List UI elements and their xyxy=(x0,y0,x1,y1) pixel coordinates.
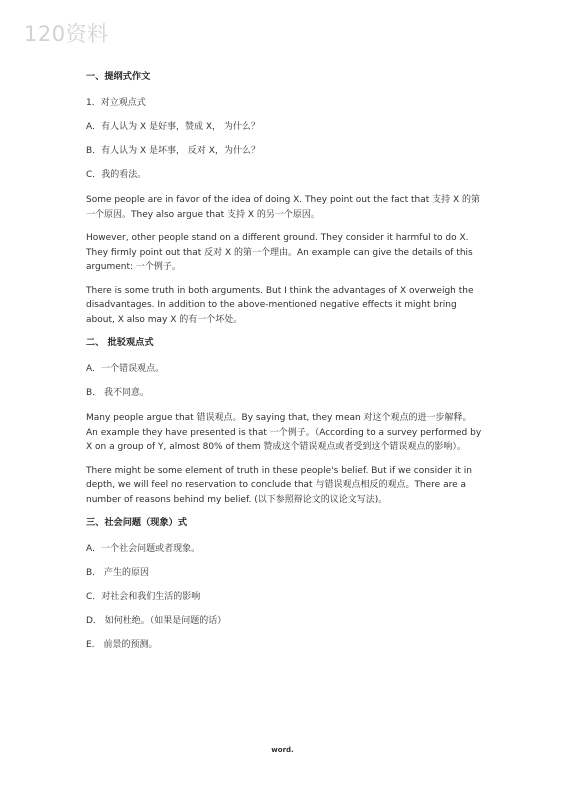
list-item: A．一个错误观点。 xyxy=(86,364,165,374)
section2-heading: 二、 批驳观点式 xyxy=(86,337,154,348)
section1-subheading: 1．对立观点式 xyxy=(86,98,146,108)
paragraph: There is some truth in both arguments. But I think the advantages of X overweigh the disadvantages. In addition to the above-mentioned negative effects it might bring about, X also may X 的有一个坏处。 xyxy=(86,285,474,325)
section3-heading: 三、社会问题（现象）式 xyxy=(86,517,188,528)
list-item: B． 我不同意。 xyxy=(86,388,150,398)
paragraph: There might be some element of truth in these people's belief. But if we consider it in depth, we will feel no reservation to conclude that 与错误观点相反的观点。There are a number of reasons behind my belief. (以下参照辩论文的议论文写法)。 xyxy=(86,465,473,505)
section1-heading: 一、提纲式作文 xyxy=(86,71,151,82)
list-item: B． 产生的原因 xyxy=(86,568,150,578)
document-body xyxy=(86,70,482,663)
list-item: A．一个社会问题或者现象。 xyxy=(86,544,201,554)
paragraph: Some people are in favor of the idea of doing X. They point out the fact that 支持 X 的第一个原因。They also argue that 支持 X 的另一个原因。 xyxy=(86,195,481,220)
watermark-logo: 120资料 xyxy=(24,22,109,46)
paragraph: However, other people stand on a different ground. They consider it harmful to do X. They firmly point out that 反对 X 的第一个理由。An example can give the details of this argument: 一个例子。 xyxy=(86,233,473,272)
list-item: A．有人认为 X 是好事，赞成 X， 为什么？ xyxy=(86,122,260,132)
list-item: C．我的看法。 xyxy=(86,170,147,180)
list-item: D． 如何杜绝。（如果是问题的话） xyxy=(86,616,227,626)
list-item: C．对社会和我们生活的影响 xyxy=(86,592,201,602)
list-item: E． 前景的预测。 xyxy=(86,640,158,650)
page-footer: word. xyxy=(271,746,294,754)
paragraph: Many people argue that 错误观点。By saying that, they mean 对这个观点的进一步解释。An example they have presented is that 一个例子。（According to a survey performed by X on a group of Y, almost 80% of them 赞成这个错误观点或者受到这个错误观点的影响）。 xyxy=(86,413,482,452)
list-item: B．有人认为 X 是坏事， 反对 X，为什么？ xyxy=(86,146,260,156)
